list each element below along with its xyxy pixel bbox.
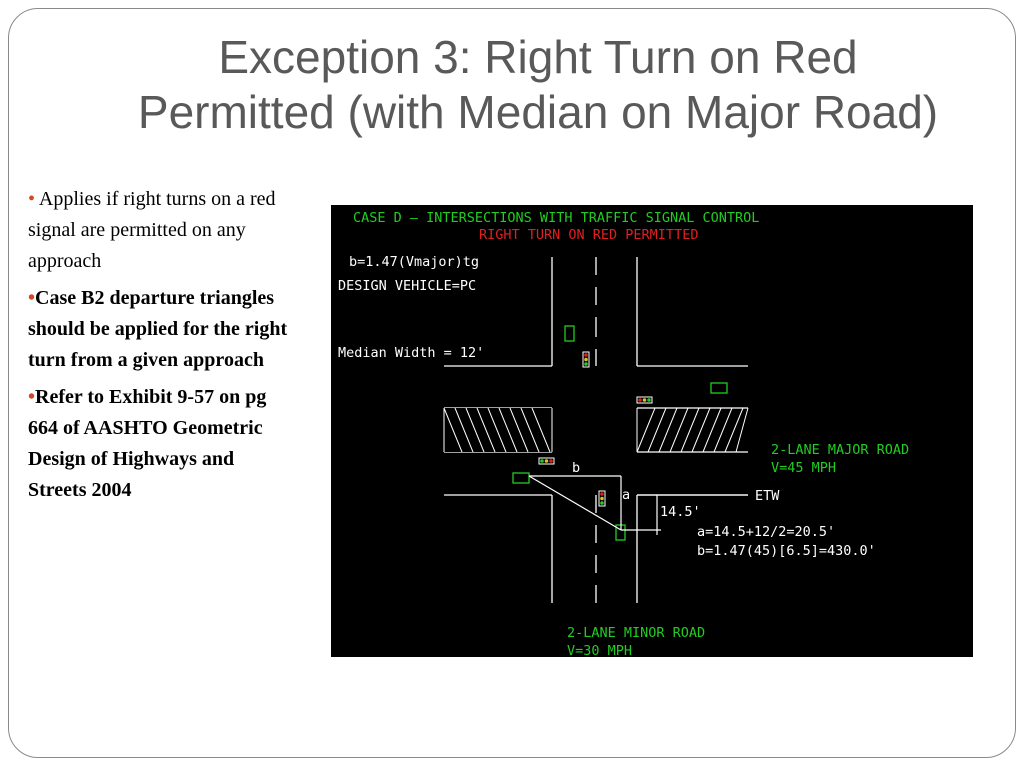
signal-icon-east <box>637 397 652 403</box>
slide-title <box>60 30 1016 140</box>
title-line-1: Exception 3: Right Turn on Red <box>218 31 858 83</box>
diagram-heading: CASE D – INTERSECTIONS WITH TRAFFIC SIGNAL CONTROL <box>353 210 760 226</box>
calc-b-label: b=1.47(45)[6.5]=430.0' <box>697 543 876 559</box>
vehicle-icon <box>513 473 529 483</box>
intersection-diagram <box>331 205 973 657</box>
major-road-label: 2-LANE MAJOR ROAD <box>771 442 910 458</box>
minor-road-speed: V=30 MPH <box>567 643 633 657</box>
minor-road-label: 2-LANE MINOR ROAD <box>567 625 706 641</box>
diagram-subheading: RIGHT TURN ON RED PERMITTED <box>479 227 699 243</box>
bullet-list <box>28 184 290 512</box>
design-vehicle-label: DESIGN VEHICLE=PC <box>338 278 477 294</box>
vehicle-icon <box>711 383 727 393</box>
bullet-marker-icon: • <box>28 287 36 309</box>
bullet-text: Case B2 departure triangles should be applied for the right turn from a given approach <box>28 287 288 371</box>
dimension-label: 14.5' <box>660 504 701 520</box>
signal-icon-south <box>599 491 605 506</box>
etw-label: ETW <box>755 488 780 504</box>
bullet-item <box>28 283 290 376</box>
bullet-item <box>28 184 290 277</box>
major-road-speed: V=45 MPH <box>771 460 837 476</box>
triangle-label-a: a <box>622 487 631 503</box>
intersection-drawing <box>331 205 973 657</box>
median-hatching <box>444 408 748 452</box>
signal-icon-west <box>539 458 554 464</box>
bullet-item <box>28 382 290 506</box>
traffic-signal-icons <box>539 352 652 506</box>
bullet-text: Applies if right turns on a red signal are permitted on any approach <box>28 188 276 272</box>
title-line-2: Permitted (with Median on Major Road) <box>137 86 939 138</box>
vehicle-icon <box>565 326 574 341</box>
bullet-marker-icon: • <box>28 188 36 210</box>
median-width-label: Median Width = 12' <box>338 345 485 361</box>
bullet-text: Refer to Exhibit 9-57 on pg 664 of AASHTO Geometric Design of Highways and Streets 2004 <box>28 386 267 501</box>
formula-b-label: b=1.47(Vmajor)tg <box>349 254 480 270</box>
bullet-marker-icon: • <box>28 386 36 408</box>
calc-a-label: a=14.5+12/2=20.5' <box>697 524 836 540</box>
signal-icon-north <box>583 352 589 367</box>
triangle-label-b: b <box>572 460 581 476</box>
